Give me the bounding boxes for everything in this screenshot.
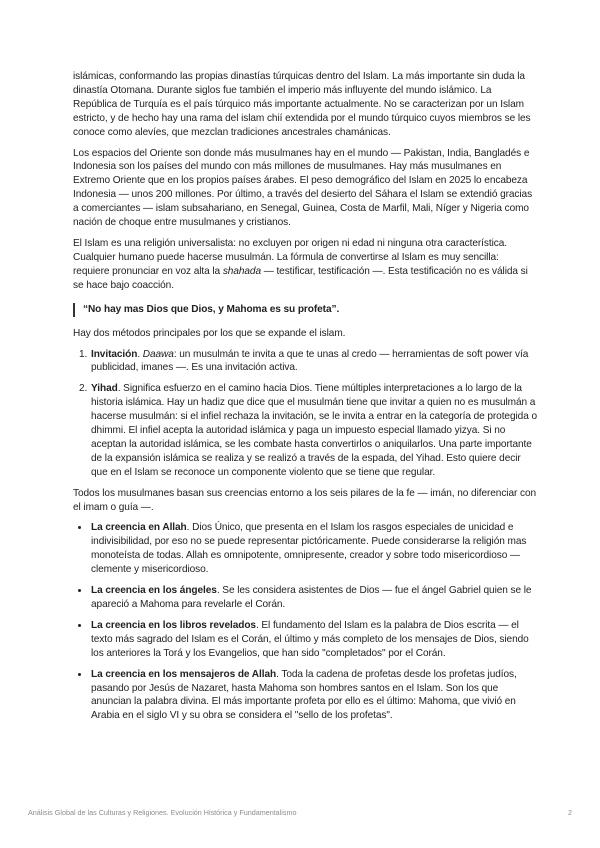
pillar-text: . Toda la cadena de profetas desde los profetas judíos, pasando por Jesús de Nazaret, hasta Mahoma son hombres santos en el Islam. Son los que anuncian la palabra divina. El más importante profeta por ello es el último: Mahoma, que vivió en Arabia en el siglo VI y su obra se considera el "sello de los profetas". bbox=[91, 668, 517, 722]
method-separator: . bbox=[137, 348, 143, 360]
paragraph-text: El Islam es una religión universalista: no excluyen por origen ni edad ni ninguna otra característica. Cualquier humano puede hacerse musulmán. La fórmula de convertirse al Islam es muy sencilla: requiere pronunciar en voz alta la bbox=[73, 237, 507, 277]
pillar-text: . Dios Único, que presenta en el Islam los rasgos especiales de unicidad e indivisibilidad, por eso no se puede representar pictóricamente. Puede considerarse la religión mas monoteísta de todas. Allah es omnipotente, omnipresente, creador y sobre todo misericordioso — clemente y misericordioso. bbox=[91, 522, 527, 576]
list-item-pillar-books bbox=[90, 619, 537, 661]
method-title: Yihad bbox=[91, 383, 118, 395]
pillars-list bbox=[73, 521, 537, 723]
page-footer bbox=[28, 808, 572, 817]
method-text: : un musulmán te invita a que te unas al credo — herramientas de soft power vía publicidad, imanes —. Es una invitación activa. bbox=[91, 348, 529, 374]
footer-title: Análisis Global de las Culturas y Religiones. Evolución Histórica y Fundamentalismo bbox=[28, 808, 297, 817]
paragraph-oriental-spaces: Los espacios del Oriente son donde más musulmanes hay en el mundo — Pakistan, India, Bangladés e Indonesia son los países del mundo con más millones de musulmanes. Hay más musulmanes en Extremo Oriente que en los propios países árabes. El peso demográfico del Islam en 2025 lo encabeza Indonesia — unos 200 millones. Por último, a través del desierto del Sáhara el Islam se extendió gracias a comerciantes — islam subsahariano, en Senegal, Guinea, Costa de Marfil, Mali, Níger y Nigeria como nación de choque entre musulmanes y cristianos. bbox=[73, 147, 533, 229]
list-item-pillar-allah bbox=[90, 521, 537, 577]
list-item-pillar-angels bbox=[90, 584, 537, 612]
methods-list bbox=[73, 348, 537, 480]
pillar-title: La creencia en los mensajeros de Allah bbox=[91, 668, 277, 680]
list-item-pillar-messengers bbox=[90, 668, 537, 724]
method-term: Daawa bbox=[142, 348, 174, 360]
paragraph-text: — testificar, testificación —. Esta testificación no es válida si se hace bajo coacción. bbox=[73, 265, 528, 291]
pillar-title: La creencia en los ángeles bbox=[91, 585, 217, 597]
method-title: Invitación bbox=[91, 348, 138, 360]
document-body bbox=[73, 70, 537, 730]
page-number: 2 bbox=[568, 808, 572, 817]
method-separator: . bbox=[117, 383, 124, 395]
paragraph-universalist bbox=[73, 237, 537, 293]
pillars-intro: Todos los musulmanes basan sus creencias entorno a los seis pilares de la fe — imán, no diferenciar con el imam o guía —. bbox=[73, 487, 537, 513]
pillar-title: La creencia en los libros revelados bbox=[91, 619, 256, 631]
shahada-quote: “No hay mas Dios que Dios, y Mahoma es su profeta”. bbox=[73, 303, 537, 317]
paragraph-turkic-dynasties: islámicas, conformando las propias dinastías túrquicas dentro del Islam. La más importante sin duda la dinastía Otomana. Durante siglos fue también el imperio más influyente del mundo islámico. La República de Turquía es el país túrquico más importante actualmente. No se caracterizan por un Islam estricto, y de hecho hay una rama del islam chií extendida por el mundo túrquico cuyos miembros se les conoce como alevíes, que mezclan tradiciones ancestrales chamánicas. bbox=[73, 71, 531, 138]
list-item-method-yihad bbox=[90, 382, 537, 479]
list-item-method-invitation bbox=[90, 348, 537, 376]
methods-intro: Hay dos métodos principales por los que se expande el islam. bbox=[73, 327, 346, 339]
method-text: Significa esfuerzo en el camino hacia Dios. Tiene múltiples interpretaciones a lo largo de la historia islámica. Hay un hadiz que dice que el musulmán tiene que invitar a quien no es musulmán a hacerse musulmán: si el infiel rechaza la invitación, se le invita a entrar en la categoría de protegida o dhimmi. El infiel acepta la autoridad islámica y paga un impuesto especial llamado yizya. Si no aceptan la autoridad islámica, se les combate hasta convertirlos o aniquilarlos. Una parte importante de la expansión islámica se realiza y se realizó a través de la espada, del Yihad. Esto quiere decir que en el Islam se reconoce un componente violento que se tiene que regular. bbox=[91, 383, 537, 478]
pillar-title: La creencia en Allah bbox=[91, 522, 187, 534]
pillar-text: . Se les considera asistentes de Dios — fue el ángel Gabriel quien se le apareció a Mahoma para revelarle el Corán. bbox=[91, 585, 532, 610]
shahada-term: shahada bbox=[222, 265, 261, 277]
pillar-text: . El fundamento del Islam es la palabra de Dios escrita — el texto más sagrado del Islam es el Corán, el último y más completo de los mensajes de Dios, siendo los anteriores la Torá y los Evangelios, que han sido "completados" por el Corán. bbox=[91, 619, 529, 659]
